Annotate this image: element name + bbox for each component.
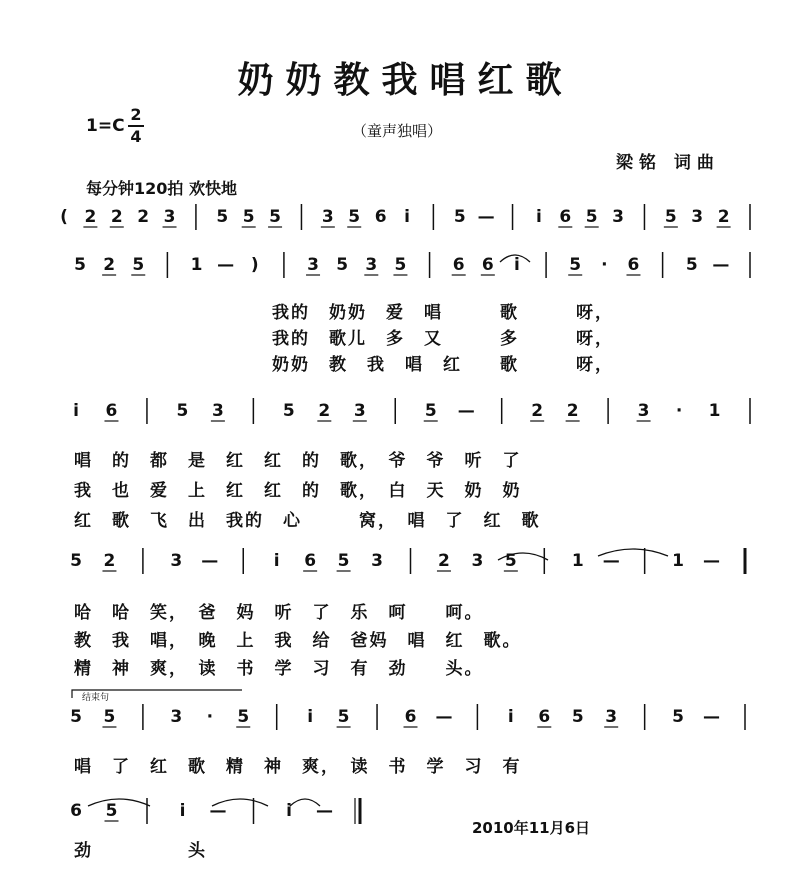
note: — [316,801,333,821]
note: 6 [304,551,317,571]
note: — [477,207,495,227]
time-signature-bottom: 4 [130,126,142,146]
note: 5 [453,207,466,227]
lyric-line-s6-v1: 劲 头 [74,841,207,861]
author-credit: 梁铭 词曲 [616,153,720,173]
lyric-line-s3-v2: 我 也 爱 上 红 红 的 歌， 白 天 奶 奶 [74,481,522,501]
note: 3 [612,207,624,227]
note: ( [60,207,68,227]
lyric-line-s2-v2: 我的 歌儿 多 又 多 呀， [272,329,614,349]
note: 5 [504,551,517,571]
tempo-marking: 每分钟120拍 欢快地 [86,179,237,198]
note: i [273,551,280,571]
note: — [435,707,453,727]
note: i [286,801,292,821]
note: 3 [371,551,383,571]
note: 3 [637,401,650,421]
note: 5 [105,801,118,821]
note: 2 [137,207,150,227]
note: i [307,707,314,727]
note: 5 [348,207,361,227]
note: 5 [70,551,82,571]
lyric-line-s2-v3: 奶奶 教 我 唱 红 歌 呀， [272,355,614,375]
time-signature-top: 2 [130,105,142,124]
note: 5 [337,707,350,727]
note: i [404,207,410,227]
note: 2 [566,401,579,421]
note: — [201,551,219,571]
note: 2 [531,401,544,421]
note: 5 [424,401,437,421]
note: 5 [70,707,82,727]
note: i [514,255,520,275]
note: 6 [481,255,494,275]
lyric-line-s3-v1: 唱 的 都 是 红 红 的 歌， 爷 爷 听 了 [74,451,522,471]
note: 5 [664,207,677,227]
note: 2 [103,255,116,275]
note: 5 [132,255,145,275]
note: 5 [282,401,295,421]
note: 3 [170,551,183,571]
note: i [536,207,542,227]
note: 3 [211,401,224,421]
note: — [703,707,721,727]
note: 3 [605,707,618,727]
note: · [601,255,608,275]
composition-date: 2010年11月6日 [472,819,591,837]
note: 3 [471,551,484,571]
note: i [179,801,186,821]
lyric-line-s3-v3: 红 歌 飞 出 我的 心 窝， 唱 了 红 歌 [74,511,541,531]
note: 3 [353,401,366,421]
note: 5 [571,707,584,727]
key-signature: 1=C [86,116,125,136]
note: 5 [394,255,407,275]
note: 2 [717,207,730,227]
note: 1 [708,401,721,421]
note: 5 [569,255,582,275]
note: — [712,255,730,275]
note: 5 [337,551,350,571]
lyric-line-s4-v2: 教 我 唱， 晚 上 我 给 爸妈 唱 红 歌。 [74,631,522,651]
note: — [703,551,721,571]
note: — [209,801,227,821]
note: 6 [627,255,640,275]
song-title: 奶奶教我唱红歌 [237,60,574,101]
note: 3 [307,255,319,275]
note: 6 [105,401,118,421]
note: i [507,707,514,727]
performance-style: （童声独唱） [352,122,443,140]
note: 5 [103,707,116,727]
note: 2 [110,207,123,227]
note: 5 [672,707,685,727]
note: — [602,551,620,571]
note: 6 [559,207,572,227]
note: 1 [672,551,685,571]
note: 5 [176,401,189,421]
note: 6 [70,801,82,821]
ending-label: 结束句 [82,693,110,703]
note: 2 [318,401,331,421]
note: ) [250,255,259,275]
slur [88,799,150,806]
note: 3 [170,707,183,727]
note: 3 [321,207,334,227]
note: 5 [269,207,281,227]
note: — [457,401,475,421]
note: · [675,401,683,421]
note: 2 [84,207,97,227]
note: 1 [190,255,203,275]
note: 6 [374,207,387,227]
note: 5 [336,255,349,275]
note: 3 [365,255,378,275]
note: 5 [242,207,255,227]
note: 6 [538,707,551,727]
note: 3 [163,207,176,227]
note: 3 [691,207,704,227]
lyric-line-s5-v1: 唱 了 红 歌 精 神 爽， 读 书 学 习 有 [74,757,522,777]
lyric-line-s4-v1: 哈 哈 笑， 爸 妈 听 了 乐 呵 呵。 [74,603,484,623]
note: 2 [438,551,450,571]
note: — [217,255,235,275]
note: 6 [404,707,417,727]
note: 1 [571,551,584,571]
note: 5 [216,207,229,227]
note: 5 [585,207,598,227]
note: 5 [237,707,250,727]
note: 5 [74,255,86,275]
lyric-line-s2-v1: 我的 奶奶 爱 唱 歌 呀， [272,303,614,323]
lyric-line-s4-v3: 精 神 爽， 读 书 学 习 有 劲 头。 [74,659,484,679]
note: i [73,401,79,421]
note: 5 [685,255,698,275]
note: · [206,707,214,727]
note: 2 [103,551,116,571]
note: 6 [452,255,465,275]
